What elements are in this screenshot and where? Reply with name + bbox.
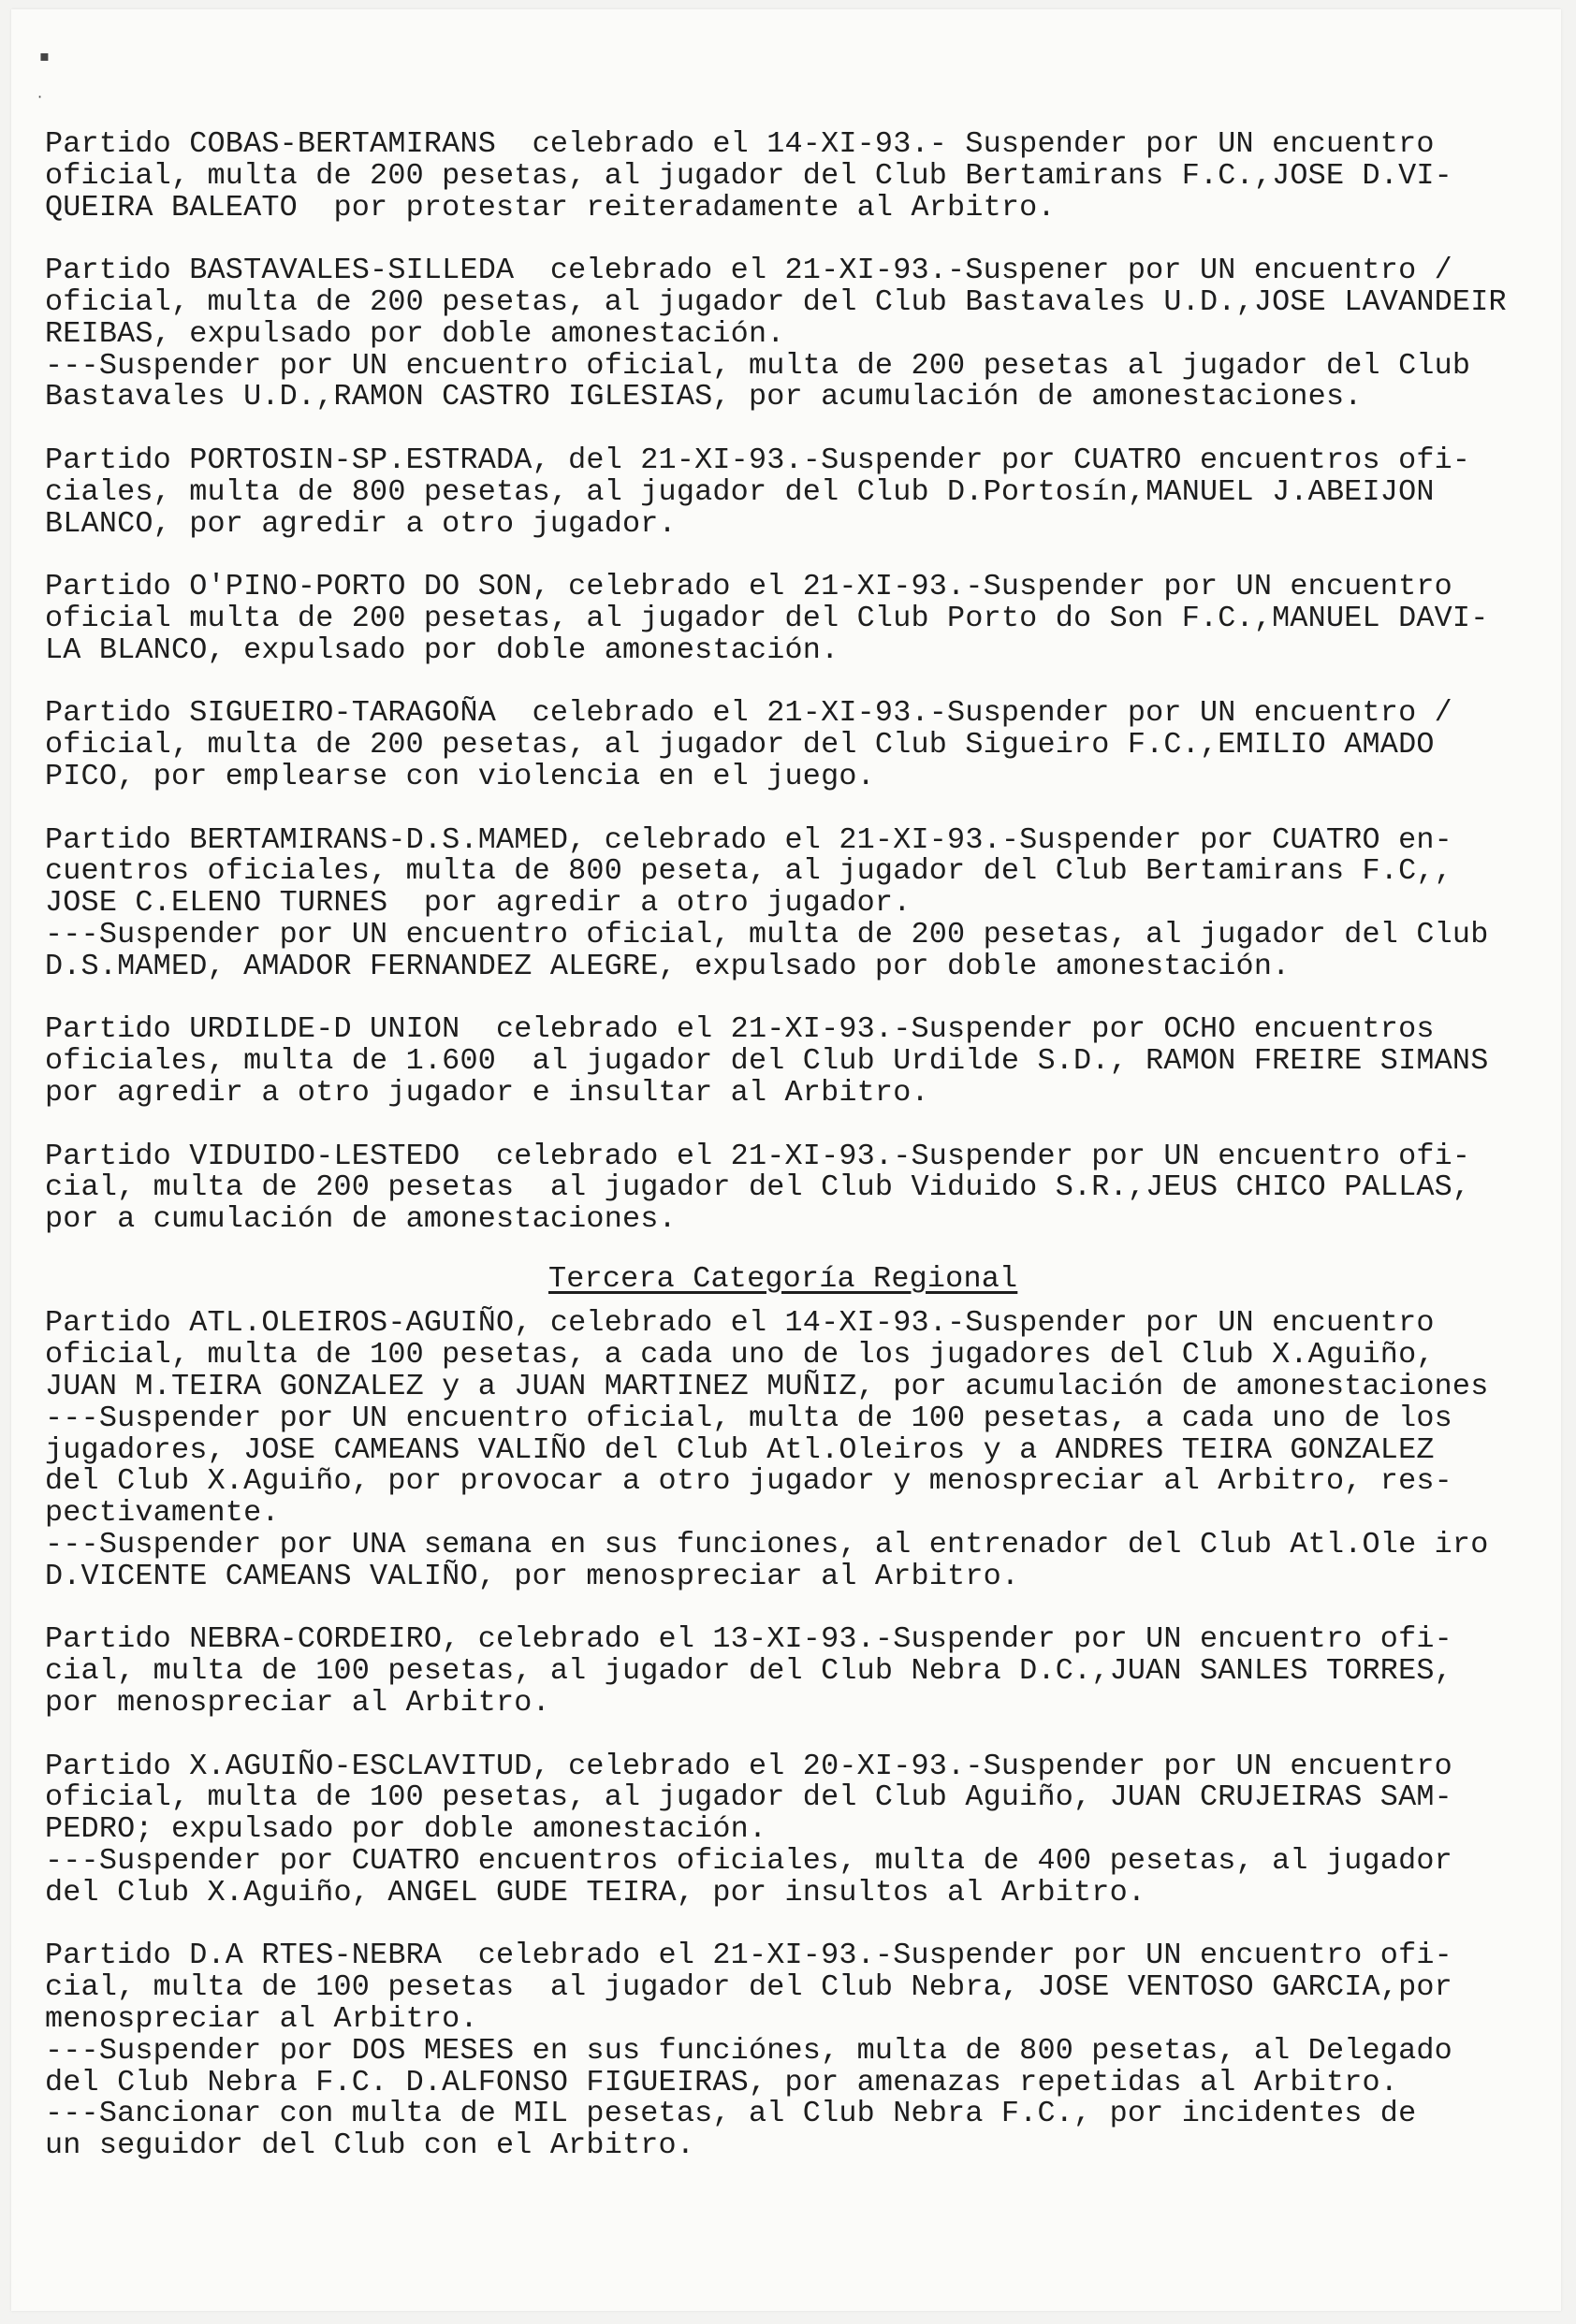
text-line: del Club X.Aguiño, por provocar a otro jugador y menospreciar al Arbitro, res- bbox=[45, 1464, 1452, 1499]
text-line: Partido COBAS-BERTAMIRANS celebrado el 14-XI-93.- Suspender por UN encuentro bbox=[45, 127, 1435, 161]
text-line: por agredir a otro jugador e insultar al Arbitro. bbox=[45, 1075, 929, 1110]
document-body bbox=[45, 129, 1542, 2194]
heading-wrap bbox=[45, 1261, 1542, 1296]
match-ruling-paragraph bbox=[45, 822, 1542, 983]
match-ruling-paragraph bbox=[45, 1141, 1542, 1236]
text-line: BLANCO, por agredir a otro jugador. bbox=[45, 506, 677, 541]
text-line: oficial, multa de 200 pesetas, al jugador del Club Bastavales U.D.,JOSE LAVANDEIR bbox=[45, 284, 1507, 319]
match-ruling-paragraph bbox=[45, 572, 1542, 666]
text-line: del Club X.Aguiño, ANGEL GUDE TEIRA, por insultos al Arbitro. bbox=[45, 1875, 1146, 1910]
text-line: oficial, multa de 100 pesetas, a cada uno de los jugadores del Club X.Aguiño, bbox=[45, 1338, 1435, 1373]
match-ruling-paragraph bbox=[45, 255, 1542, 414]
text-line: oficial, multa de 200 pesetas, al jugador del Club Bertamirans F.C.,JOSE D.VI- bbox=[45, 158, 1452, 193]
match-ruling-paragraph bbox=[45, 1751, 1542, 1910]
text-line: Partido X.AGUIÑO-ESCLAVITUD, celebrado el 20-XI-93.-Suspender por UN encuentro bbox=[45, 1749, 1452, 1783]
ink-speck: ▪ bbox=[39, 47, 50, 65]
text-line: Partido D.A RTES-NEBRA celebrado el 21-XI-93.-Suspender por UN encuentro ofi- bbox=[45, 1939, 1452, 1973]
text-line: D.VICENTE CAMEANS VALIÑO, por menospreciar al Arbitro. bbox=[45, 1559, 1020, 1593]
text-line: oficial multa de 200 pesetas, al jugador del Club Porto do Son F.C.,MANUEL DAVI- bbox=[45, 601, 1489, 635]
section-heading: Tercera Categoría Regional bbox=[548, 1261, 1018, 1296]
text-line: Partido BASTAVALES-SILLEDA celebrado el 21-XI-93.-Suspener por UN encuentro / bbox=[45, 254, 1452, 288]
text-line: Partido O'PINO-PORTO DO SON, celebrado el 21-XI-93.-Suspender por UN encuentro bbox=[45, 570, 1452, 604]
match-ruling-paragraph bbox=[45, 1940, 1542, 2162]
text-line: Partido SIGUEIRO-TARAGOÑA celebrado el 21-XI-93.-Suspender por UN encuentro / bbox=[45, 696, 1452, 731]
section-segunda-regional bbox=[45, 129, 1542, 1236]
text-line: Partido BERTAMIRANS-D.S.MAMED, celebrado el 21-XI-93.-Suspender por CUATRO en- bbox=[45, 822, 1452, 857]
text-line: cial, multa de 200 pesetas al jugador del Club Viduido S.R.,JEUS CHICO PALLAS, bbox=[45, 1170, 1471, 1205]
section-tercera-regional bbox=[45, 1308, 1542, 2162]
match-ruling-paragraph bbox=[45, 1624, 1542, 1719]
text-line: Partido ATL.OLEIROS-AGUIÑO, celebrado el 14-XI-93.-Suspender por UN encuentro bbox=[45, 1306, 1435, 1341]
ink-speck: · bbox=[37, 88, 43, 106]
text-line: oficial, multa de 100 pesetas, al jugador del Club Aguiño, JUAN CRUJEIRAS SAM- bbox=[45, 1780, 1452, 1815]
document-sheet bbox=[11, 9, 1561, 2311]
match-ruling-paragraph bbox=[45, 1014, 1542, 1109]
text-line: cuentros oficiales, multa de 800 peseta, al jugador del Club Bertamirans F.C,, bbox=[45, 854, 1452, 889]
text-line: PICO, por emplearse con violencia en el juego. bbox=[45, 759, 875, 793]
match-ruling-paragraph bbox=[45, 445, 1542, 540]
text-line: JOSE C.ELENO TURNES por agredir a otro jugador. bbox=[45, 886, 912, 921]
text-line: cial, multa de 100 pesetas al jugador del Club Nebra, JOSE VENTOSO GARCIA,por bbox=[45, 1970, 1452, 2005]
text-line: JUAN M.TEIRA GONZALEZ y a JUAN MARTINEZ MUÑIZ, por acumulación de amonestaciones bbox=[45, 1370, 1489, 1404]
text-line: QUEIRA BALEATO por protestar reiteradamente al Arbitro. bbox=[45, 190, 1056, 225]
text-line: Partido PORTOSIN-SP.ESTRADA, del 21-XI-93.-Suspender por CUATRO encuentros ofi- bbox=[45, 443, 1471, 477]
text-line: LA BLANCO, expulsado por doble amonestación. bbox=[45, 632, 839, 667]
match-ruling-paragraph bbox=[45, 129, 1542, 224]
match-ruling-paragraph bbox=[45, 1308, 1542, 1592]
text-line: ---Sancionar con multa de MIL pesetas, al Club Nebra F.C., por incidentes de bbox=[45, 2097, 1417, 2131]
text-line: oficial, multa de 200 pesetas, al jugador del Club Sigueiro F.C.,EMILIO AMADO bbox=[45, 728, 1435, 763]
text-line: del Club Nebra F.C. D.ALFONSO FIGUEIRAS, por amenazas repetidas al Arbitro. bbox=[45, 2065, 1399, 2099]
text-line: Partido NEBRA-CORDEIRO, celebrado el 13-XI-93.-Suspender por UN encuentro ofi- bbox=[45, 1622, 1452, 1657]
text-line: ---Suspender por UN encuentro oficial, multa de 100 pesetas, a cada uno de los bbox=[45, 1401, 1452, 1435]
text-line: Partido URDILDE-D UNION celebrado el 21-XI-93.-Suspender por OCHO encuentros bbox=[45, 1012, 1435, 1047]
text-line: ---Suspender por DOS MESES en sus funciónes, multa de 800 pesetas, al Delegado bbox=[45, 2033, 1452, 2068]
text-line: Bastavales U.D.,RAMON CASTRO IGLESIAS, por acumulación de amonestaciones. bbox=[45, 380, 1363, 414]
text-line: ---Suspender por CUATRO encuentros oficiales, multa de 400 pesetas, al jugador bbox=[45, 1844, 1452, 1879]
text-line: cial, multa de 100 pesetas, al jugador del Club Nebra D.C.,JUAN SANLES TORRES, bbox=[45, 1654, 1452, 1689]
text-line: pectivamente. bbox=[45, 1496, 280, 1531]
text-line: PEDRO; expulsado por doble amonestación. bbox=[45, 1812, 767, 1847]
text-line: por a cumulación de amonestaciones. bbox=[45, 1202, 677, 1237]
text-line: menospreciar al Arbitro. bbox=[45, 2002, 478, 2037]
text-line: D.S.MAMED, AMADOR FERNANDEZ ALEGRE, expulsado por doble amonestación. bbox=[45, 949, 1291, 983]
text-line: ---Suspender por UNA semana en sus funciones, al entrenador del Club Atl.Ole iro bbox=[45, 1528, 1489, 1562]
text-line: un seguidor del Club con el Arbitro. bbox=[45, 2128, 695, 2163]
text-line: Partido VIDUIDO-LESTEDO celebrado el 21-XI-93.-Suspender por UN encuentro ofi- bbox=[45, 1139, 1471, 1173]
match-ruling-paragraph bbox=[45, 698, 1542, 792]
text-line: ciales, multa de 800 pesetas, al jugador del Club D.Portosín,MANUEL J.ABEIJON bbox=[45, 474, 1435, 509]
text-line: por menospreciar al Arbitro. bbox=[45, 1686, 550, 1721]
text-line: oficiales, multa de 1.600 al jugador del Club Urdilde S.D., RAMON FREIRE SIMANS bbox=[45, 1044, 1489, 1079]
text-line: jugadores, JOSE CAMEANS VALIÑO del Club Atl.Oleiros y a ANDRES TEIRA GONZALEZ bbox=[45, 1432, 1435, 1467]
text-line: ---Suspender por UN encuentro oficial, multa de 200 pesetas, al jugador del Club bbox=[45, 917, 1489, 951]
text-line: ---Suspender por UN encuentro oficial, multa de 200 pesetas al jugador del Club bbox=[45, 348, 1471, 383]
text-line: REIBAS, expulsado por doble amonestación. bbox=[45, 316, 785, 351]
